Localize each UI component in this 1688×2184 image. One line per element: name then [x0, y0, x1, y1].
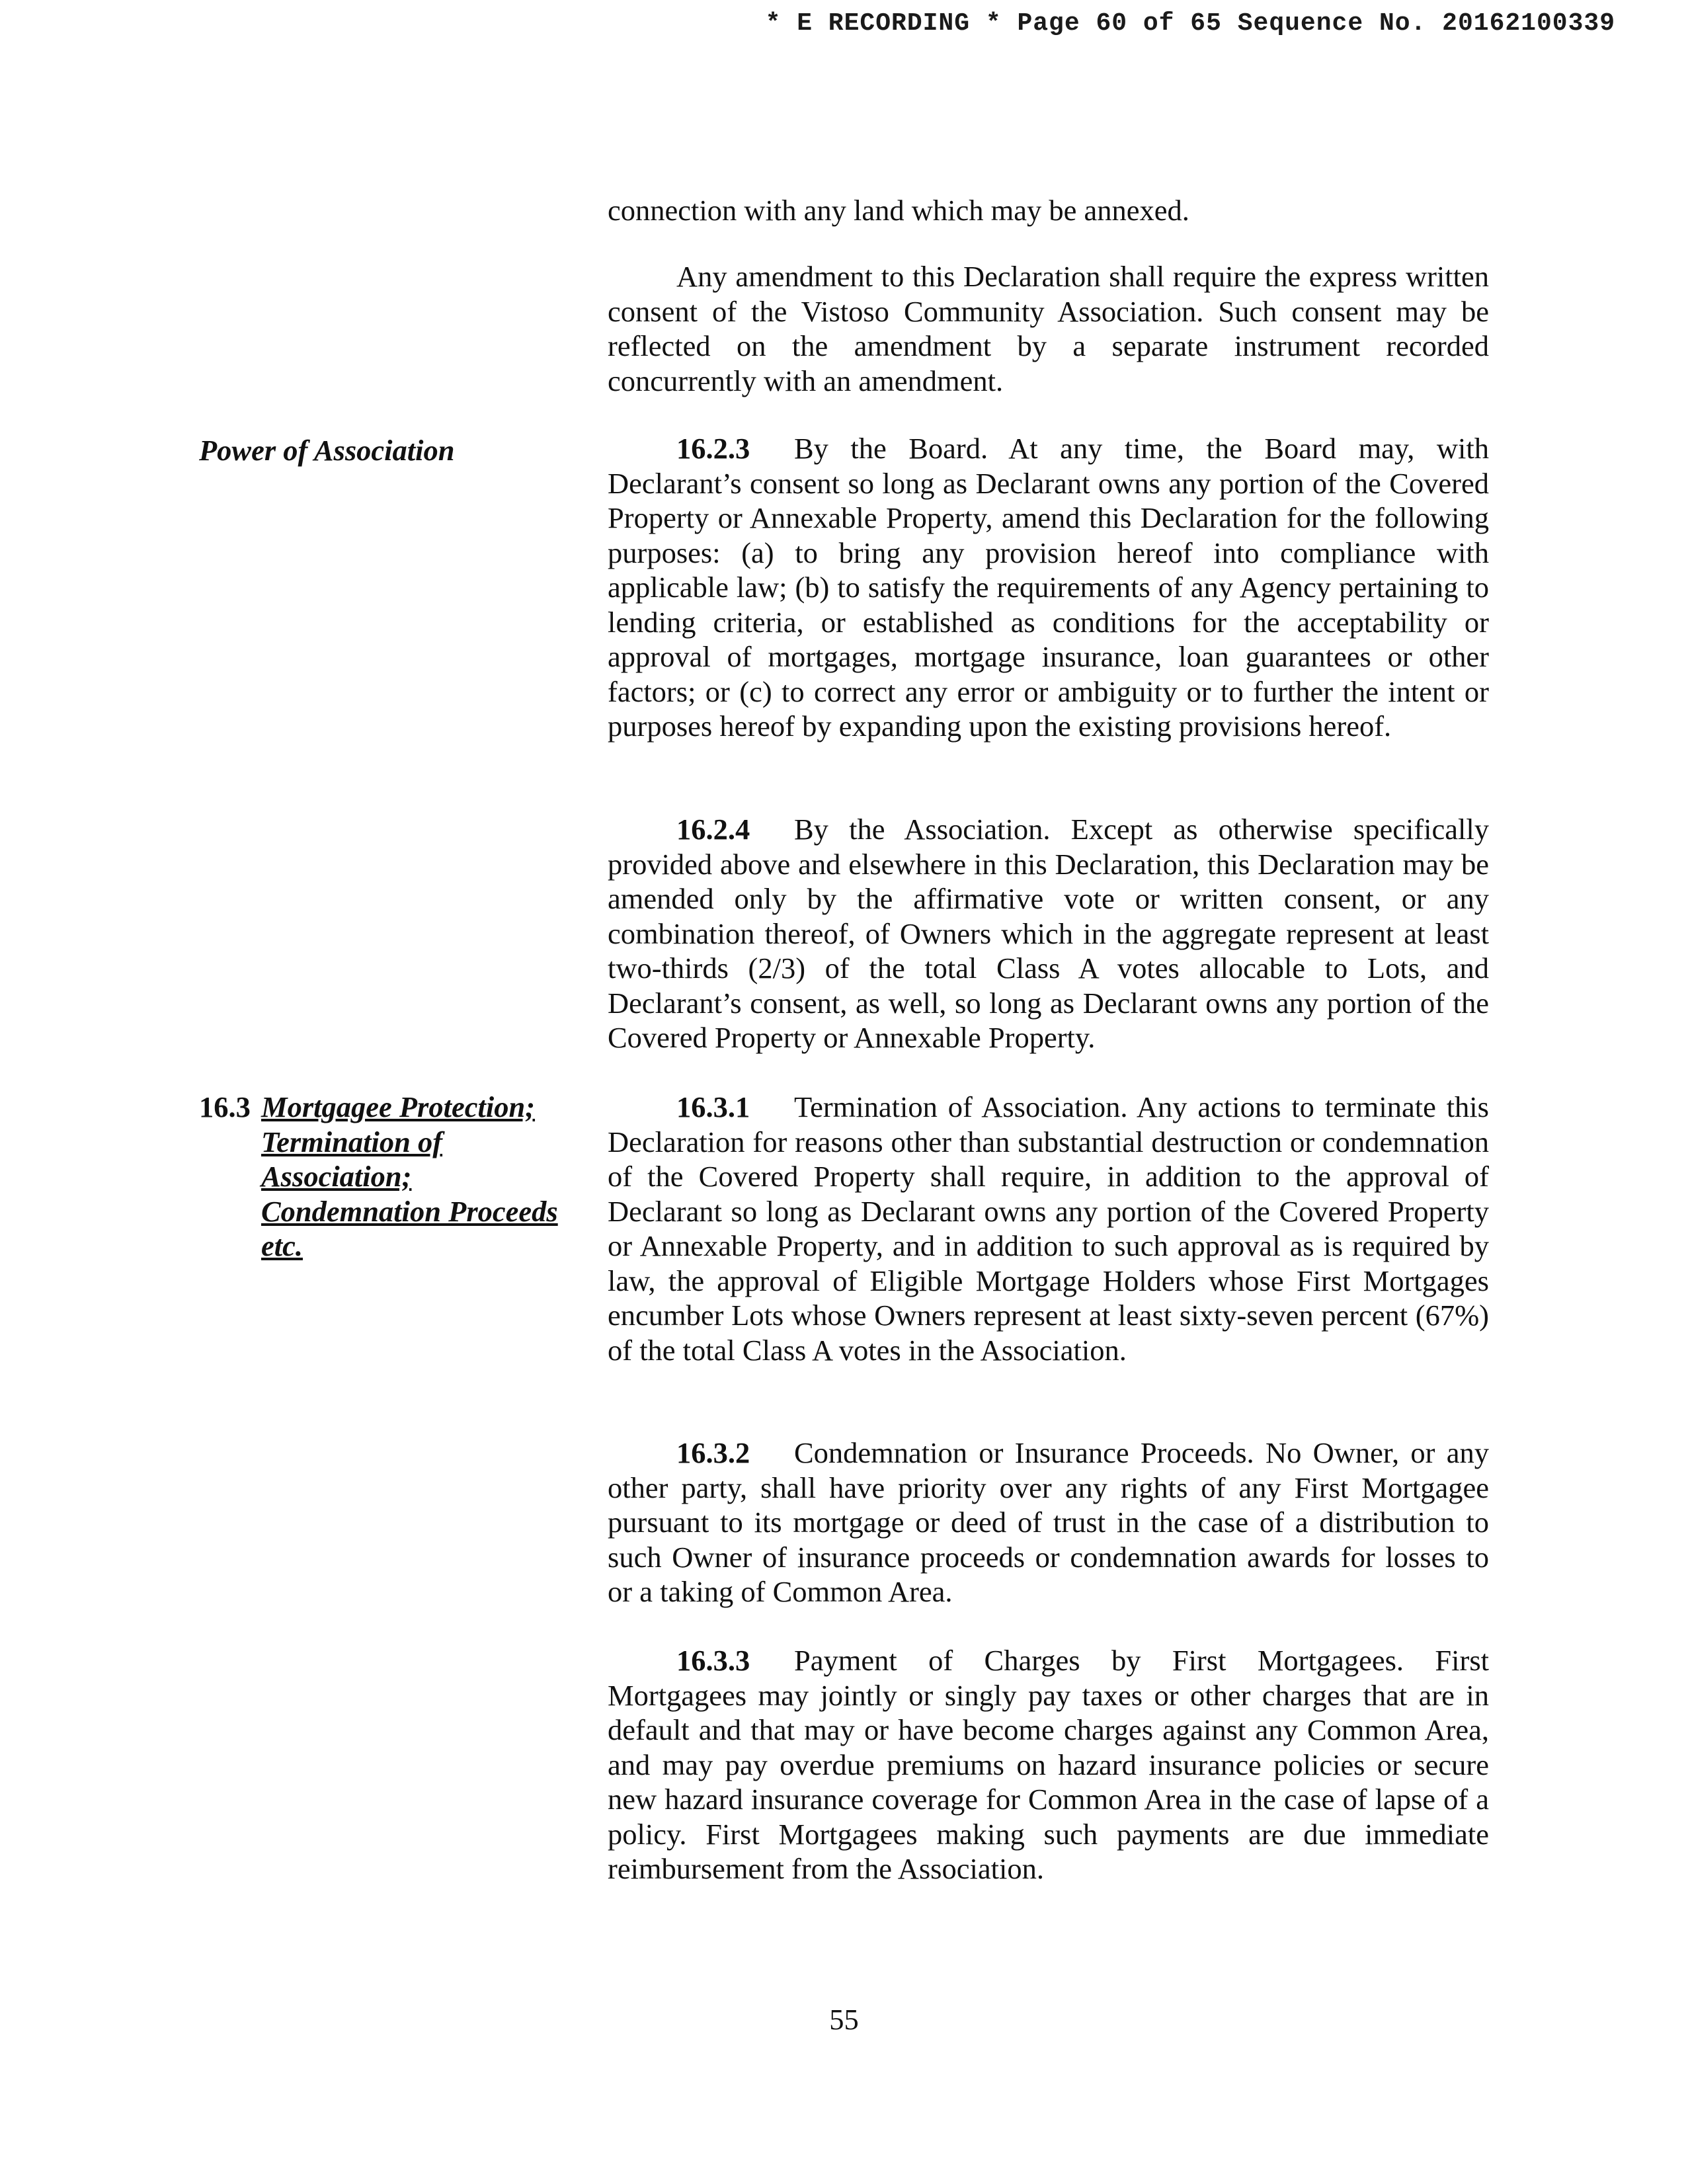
- section-16-2-4: [608, 812, 1489, 1055]
- continuation-paragraph: [608, 193, 1489, 228]
- margin-heading-power-of-association: Power of Association: [199, 434, 455, 467]
- section-text: Payment of Charges by First Mortgagees. First Mortgagees may jointly or singly pay taxes or other charges that are in default and that may or have become charges against any Common Area, and may pay overdue premiums on hazard insurance policies or secure new hazard insurance coverage for Common Area in the case of lapse of a policy. First Mortgagees making such payments are due immediate reimbursement from the Association.: [608, 1644, 1489, 1885]
- section-number: 16.2.4: [676, 813, 750, 846]
- recording-header: * E RECORDING * Page 60 of 65 Sequence No. 20162100339: [765, 9, 1615, 38]
- amendment-consent-text: Any amendment to this Declaration shall require the express written consent of the Vistoso Community Association. Such consent may be reflected on the amendment by a separate instrument recorded concurrently with an amendment.: [608, 260, 1489, 397]
- section-16-2-3: [608, 431, 1489, 744]
- section-16-3-1: [608, 1090, 1489, 1367]
- continuation-text: connection with any land which may be annexed.: [608, 194, 1189, 227]
- section-text: Termination of Association. Any actions to terminate this Declaration for reasons other than substantial destruction or condemnation of the Covered Property shall require, in addition to the approval of Declarant so long as Declarant owns any portion of the Covered Property or Annexable Property, and in addition to such approval as is required by law, the approval of Eligible Mortgage Holders whose First Mortgages encumber Lots whose Owners represent at least sixty-seven percent (67%) of the total Class A votes in the Association.: [608, 1090, 1489, 1367]
- section-16-3-2: [608, 1436, 1489, 1609]
- section-text: By the Board. At any time, the Board may, with Declarant’s consent so long as Declarant owns any portion of the Covered Property or Annexable Property, amend this Declaration for the following purposes: (a) to bring any provision hereof into compliance with applicable law; (b) to satisfy the requirements of any Agency pertaining to lending criteria, or established as conditions for the acceptability or approval of mortgages, mortgage insurance, loan guarantees or other factors; or (c) to correct any error or ambiguity or to further the intent or purposes hereof by expanding upon the existing provisions hereof.: [608, 432, 1489, 743]
- amendment-consent-paragraph: [608, 259, 1489, 398]
- page-number: 55: [829, 2003, 859, 2036]
- section-16-3-3: [608, 1643, 1489, 1886]
- section-text: By the Association. Except as otherwise specifically provided above and elsewhere in this Declaration, this Declaration may be amended only by the affirmative vote or written consent, or any combination thereof, of Owners which in the aggregate represent at least two-thirds (2/3) of the total Class A votes allocable to Lots, and Declarant’s consent, as well, so long as Declarant owns any portion of the Covered Property or Annexable Property.: [608, 813, 1489, 1054]
- section-number: 16.3.1: [676, 1090, 750, 1123]
- section-16-3-heading: [199, 1090, 583, 1264]
- section-number: 16.3.3: [676, 1644, 750, 1677]
- section-number: 16.3.2: [676, 1436, 750, 1469]
- section-heading-title: Mortgagee Protection; Termination of Association; Condemnation Proceeds etc.: [261, 1090, 558, 1262]
- section-number: 16.2.3: [676, 432, 750, 465]
- section-heading-number: 16.3: [199, 1090, 251, 1123]
- section-text: Condemnation or Insurance Proceeds. No Owner, or any other party, shall have priority over any rights of any First Mortgagee pursuant to its mortgage or deed of trust in the case of a distribution to such Owner of insurance proceeds or condemnation awards for losses to or a taking of Common Area.: [608, 1436, 1489, 1608]
